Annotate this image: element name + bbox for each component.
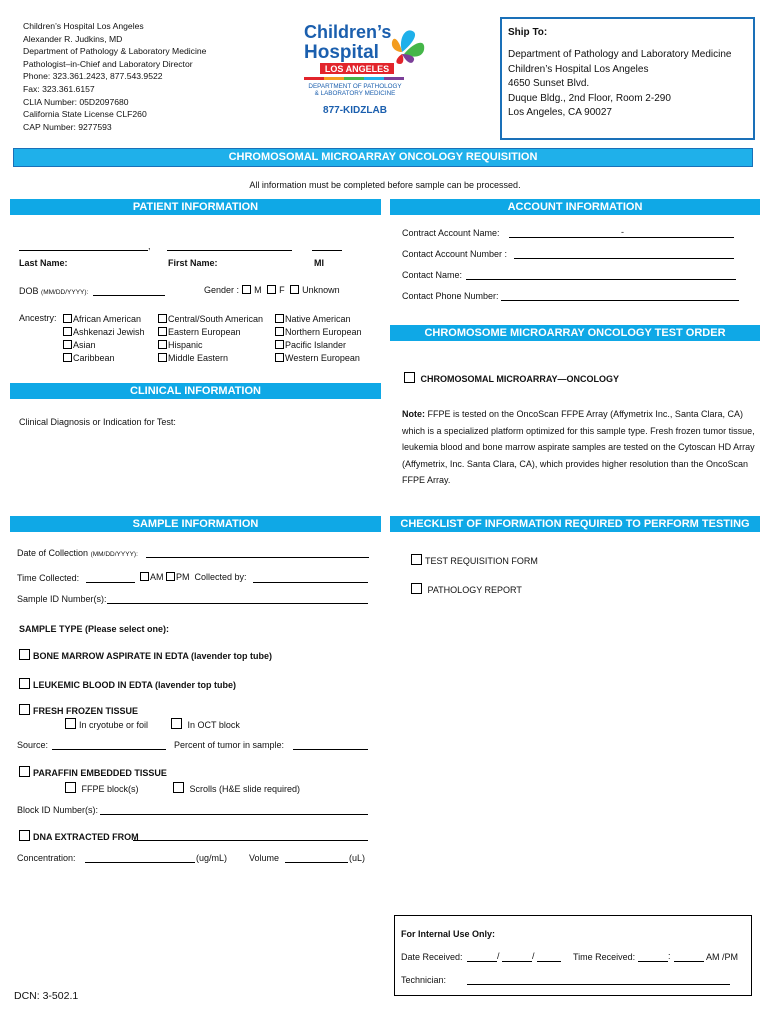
sample-id-field[interactable] — [107, 603, 368, 604]
address-line: Alexander R. Judkins, MD — [23, 33, 123, 44]
last-name-label: Last Name: — [19, 258, 68, 268]
leukemic-blood-checkbox[interactable] — [19, 678, 30, 689]
address-line: Children’s Hospital Los Angeles — [23, 21, 144, 31]
ancestry-text: Central/South American — [168, 314, 264, 324]
sample-id-label: Sample ID Number(s): — [17, 594, 107, 604]
concentration-field[interactable] — [85, 862, 195, 863]
checkbox[interactable] — [158, 327, 167, 336]
checkbox[interactable] — [158, 314, 167, 323]
hospital-logo — [300, 16, 430, 121]
note-text: FFPE is tested on the OncoScan FFPE Array (Affymetrix Inc., Santa Clara, CA) which is a specialized platform optimized for this sample type. Fresh frozen tumor tissue, leukemia blood and bone marrow aspirate samples are tested on the Cytoscan HD Array (Affymetrix, Inc. Santa Clara, CA), which provides higher resolution than the OncoScan FFPE Array. — [402, 409, 755, 485]
dob-text: DOB — [19, 286, 39, 296]
ffpe-blocks-label: FFPE block(s) — [81, 784, 139, 794]
ship-to-label: Ship To: — [508, 27, 548, 38]
test-option[interactable] — [404, 372, 619, 384]
ancestry-option[interactable] — [63, 313, 145, 326]
volume-label: Volume — [249, 853, 280, 863]
logo-dept2: & LABORATORY MEDICINE — [314, 90, 396, 97]
logo-line3: LOS ANGELES — [324, 64, 390, 74]
leukemic-blood-label: LEUKEMIC BLOOD IN EDTA (lavender top tube) — [33, 680, 237, 690]
mi-field[interactable] — [312, 250, 342, 251]
date-received-month[interactable] — [467, 961, 497, 962]
address-line: Fax: 323.361.6157 — [23, 83, 95, 94]
ffpe-blocks-option[interactable] — [65, 782, 139, 794]
paraffin-label: PARAFFIN EMBEDDED TISSUE — [33, 768, 167, 778]
checkbox[interactable] — [158, 340, 167, 349]
concentration-unit: (ug/mL) — [196, 853, 228, 863]
clinical-diagnosis-label: Clinical Diagnosis or Indication for Test: — [19, 417, 176, 427]
checklist-item-label: TEST REQUISITION FORM — [425, 556, 538, 566]
test-option-checkbox[interactable] — [404, 372, 415, 383]
contact-account-number-field[interactable] — [514, 258, 734, 259]
ancestry-option[interactable] — [275, 313, 362, 326]
technician-label: Technician: — [401, 975, 447, 985]
dob-label — [19, 286, 88, 296]
bone-marrow-option[interactable] — [19, 649, 272, 661]
dna-extracted-field[interactable] — [133, 840, 368, 841]
ship-line: 4650 Sunset Blvd. — [508, 78, 590, 89]
test-option-label: CHROMOSOMAL MICROARRAY—ONCOLOGY — [420, 374, 620, 384]
contact-name-field[interactable] — [466, 279, 736, 280]
lab-address-block — [23, 20, 206, 133]
ancestry-option[interactable] — [63, 326, 145, 339]
gender-m-label: M — [254, 285, 262, 295]
ffpe-blocks-checkbox[interactable] — [65, 782, 76, 793]
internal-use-box — [394, 915, 752, 996]
dna-extracted-label: DNA EXTRACTED FROM — [33, 832, 139, 842]
contact-phone-label: Contact Phone Number: — [402, 291, 499, 301]
ancestry-text: Middle Eastern — [168, 353, 229, 363]
checkbox[interactable] — [63, 327, 72, 336]
ancestry-text: Ashkenazi Jewish — [73, 327, 145, 337]
ancestry-col-3 — [275, 313, 362, 365]
dna-extracted-option[interactable] — [19, 830, 139, 842]
sample-type-heading: SAMPLE TYPE (Please select one): — [19, 624, 170, 634]
note-label: Note: — [402, 409, 425, 419]
ancestry-option[interactable] — [275, 352, 362, 365]
collection-date-text: Date of Collection — [17, 548, 89, 558]
time-received-label: Time Received: — [573, 952, 636, 962]
time-collected-field[interactable] — [86, 582, 135, 583]
cryotube-checkbox[interactable] — [65, 718, 76, 729]
last-name-field[interactable] — [19, 250, 148, 251]
collection-date-label — [17, 548, 138, 558]
ancestry-text: Eastern European — [168, 327, 241, 337]
ship-line: Los Angeles, CA 90027 — [508, 107, 612, 118]
ship-line: Children’s Hospital Los Angeles — [508, 63, 649, 75]
ancestry-text: African American — [73, 314, 142, 324]
address-line: California State License CLF260 — [23, 109, 147, 120]
volume-field[interactable] — [285, 862, 348, 863]
test-note — [402, 406, 760, 489]
checklist-item-label: PATHOLOGY REPORT — [427, 585, 522, 595]
address-line: Pathologist–in-Chief and Laboratory Director — [23, 58, 193, 69]
ancestry-text: Northern European — [285, 327, 362, 337]
checkbox[interactable] — [63, 353, 72, 362]
bone-marrow-checkbox[interactable] — [19, 649, 30, 660]
date-received-year[interactable] — [537, 961, 561, 962]
clinical-info-header: CLINICAL INFORMATION — [10, 383, 381, 399]
checkbox[interactable] — [275, 353, 284, 362]
completion-notice: All information must be completed before sample can be processed. — [249, 180, 521, 190]
technician-field[interactable] — [467, 984, 730, 985]
contract-account-field[interactable] — [509, 237, 734, 238]
ancestry-text: Asian — [73, 340, 96, 350]
ship-line: Duque Bldg., 2nd Floor, Room 2-290 — [508, 92, 671, 104]
time-received-hour[interactable] — [638, 961, 668, 962]
am-pm-text: AM /PM — [706, 952, 739, 962]
date-received-label: Date Received: — [401, 952, 463, 962]
fresh-frozen-option[interactable] — [19, 704, 138, 716]
logo-line2: Hospital — [304, 42, 379, 63]
ship-line: Department of Pathology and Laboratory Medicine — [508, 49, 732, 60]
first-name-label: First Name: — [168, 258, 218, 268]
checklist-item[interactable] — [411, 554, 538, 566]
sample-info-header: SAMPLE INFORMATION — [10, 516, 381, 532]
test-order-header: CHROMOSOME MICROARRAY ONCOLOGY TEST ORDER — [390, 325, 760, 341]
checkbox[interactable] — [275, 340, 284, 349]
ancestry-option[interactable] — [158, 326, 263, 339]
date-slash: / — [497, 951, 500, 961]
ancestry-text: Caribbean — [73, 353, 115, 363]
date-slash: / — [532, 951, 535, 961]
collection-date-format: (MM/DD/YYYY): — [90, 551, 138, 558]
dna-extracted-checkbox[interactable] — [19, 830, 30, 841]
contact-phone-field[interactable] — [501, 300, 739, 301]
ancestry-text: Western European — [285, 353, 360, 363]
ancestry-text: Hispanic — [168, 340, 203, 350]
concentration-label: Concentration: — [17, 853, 76, 863]
time-colon: : — [668, 951, 671, 961]
checkbox[interactable] — [63, 340, 72, 349]
mi-label: MI — [314, 258, 324, 268]
volume-unit: (uL) — [349, 853, 366, 863]
gender-unknown-checkbox[interactable] — [290, 285, 299, 294]
butterfly-icon — [392, 30, 424, 64]
source-field[interactable] — [52, 749, 166, 750]
gender-unknown-label: Unknown — [302, 285, 340, 295]
dcn-number: DCN: 3-502.1 — [14, 990, 79, 1002]
ancestry-option[interactable] — [63, 352, 145, 365]
paraffin-option[interactable] — [19, 766, 167, 778]
ship-to-address — [508, 48, 731, 121]
account-info-header: ACCOUNT INFORMATION — [390, 199, 760, 215]
address-line: CAP Number: 9277593 — [23, 121, 112, 132]
ancestry-label: Ancestry: — [19, 313, 57, 323]
time-received-minute[interactable] — [674, 961, 704, 962]
form-title: CHROMOSOMAL MICROARRAY ONCOLOGY REQUISITION — [13, 148, 753, 167]
pm-checkbox[interactable] — [166, 572, 175, 581]
am-checkbox[interactable] — [140, 572, 149, 581]
oct-checkbox[interactable] — [171, 718, 182, 729]
time-collected-label: Time Collected: — [17, 573, 80, 583]
address-line: CLIA Number: 05D2097680 — [23, 96, 129, 107]
checkbox[interactable] — [63, 314, 72, 323]
address-line: Phone: 323.361.2423, 877.543.9522 — [23, 71, 163, 82]
requisition-form-checkbox[interactable] — [411, 554, 422, 565]
dob-format: (MM/DD/YYYY): — [41, 289, 89, 296]
checklist-header: CHECKLIST OF INFORMATION REQUIRED TO PERFORM TESTING — [390, 516, 760, 532]
collected-by-field[interactable] — [253, 582, 368, 583]
logo-line1: Children’s — [304, 22, 392, 42]
logo-phone: 877-KIDZLAB — [323, 105, 387, 116]
dob-field[interactable] — [93, 295, 165, 296]
ancestry-option[interactable] — [275, 339, 362, 352]
checkbox[interactable] — [158, 353, 167, 362]
percent-tumor-field[interactable] — [293, 749, 368, 750]
cryotube-label: In cryotube or foil — [79, 720, 149, 730]
block-id-field[interactable] — [100, 814, 368, 815]
paraffin-checkbox[interactable] — [19, 766, 30, 777]
contract-dash: - — [621, 227, 624, 237]
contract-account-label: Contract Account Name: — [402, 228, 500, 238]
ancestry-option[interactable] — [275, 326, 362, 339]
checkbox[interactable] — [275, 314, 284, 323]
gender-row — [204, 285, 340, 295]
fresh-frozen-label: FRESH FROZEN TISSUE — [33, 706, 139, 716]
ancestry-text: Pacific Islander — [285, 340, 347, 350]
bone-marrow-label: BONE MARROW ASPIRATE IN EDTA (lavender top tube) — [33, 651, 273, 661]
collected-by-label: Collected by: — [194, 572, 247, 582]
address-line: Department of Pathology & Laboratory Medicine — [23, 46, 207, 57]
gender-f-checkbox[interactable] — [267, 285, 276, 294]
cryotube-option[interactable] — [65, 718, 148, 730]
checkbox[interactable] — [275, 327, 284, 336]
ancestry-option[interactable] — [158, 339, 263, 352]
scrolls-checkbox[interactable] — [173, 782, 184, 793]
gender-f-label: F — [279, 285, 285, 295]
block-id-label: Block ID Number(s): — [17, 805, 99, 815]
ancestry-col-1 — [63, 313, 145, 365]
ancestry-text: Native American — [285, 314, 351, 324]
pathology-report-checkbox[interactable] — [411, 583, 422, 594]
checklist-item[interactable] — [411, 583, 522, 595]
scrolls-option[interactable] — [173, 782, 300, 794]
am-label: AM — [150, 572, 164, 582]
leukemic-blood-option[interactable] — [19, 678, 236, 690]
source-label: Source: — [17, 740, 49, 750]
first-name-field[interactable] — [167, 250, 292, 251]
oct-option[interactable] — [171, 718, 240, 730]
contact-account-number-label: Contact Account Number : — [402, 249, 508, 259]
percent-tumor-label: Percent of tumor in sample: — [174, 740, 285, 750]
contact-name-label: Contact Name: — [402, 270, 463, 280]
name-comma: , — [148, 241, 151, 251]
pm-label: PM — [176, 572, 190, 582]
collection-date-field[interactable] — [146, 557, 369, 558]
ancestry-option[interactable] — [63, 339, 145, 352]
logo-dept1: DEPARTMENT OF PATHOLOGY — [308, 83, 402, 90]
gender-m-checkbox[interactable] — [242, 285, 251, 294]
fresh-frozen-checkbox[interactable] — [19, 704, 30, 715]
gender-label: Gender : — [204, 285, 240, 295]
scrolls-label: Scrolls (H&E slide required) — [189, 784, 301, 794]
ancestry-col-2 — [158, 313, 263, 365]
internal-use-title: For Internal Use Only: — [401, 929, 496, 939]
oct-label: In OCT block — [187, 720, 240, 730]
date-received-day[interactable] — [502, 961, 532, 962]
am-pm-row — [140, 572, 247, 582]
ancestry-option[interactable] — [158, 313, 263, 326]
patient-info-header: PATIENT INFORMATION — [10, 199, 381, 215]
ancestry-option[interactable] — [158, 352, 263, 365]
ship-to-box — [500, 17, 755, 140]
